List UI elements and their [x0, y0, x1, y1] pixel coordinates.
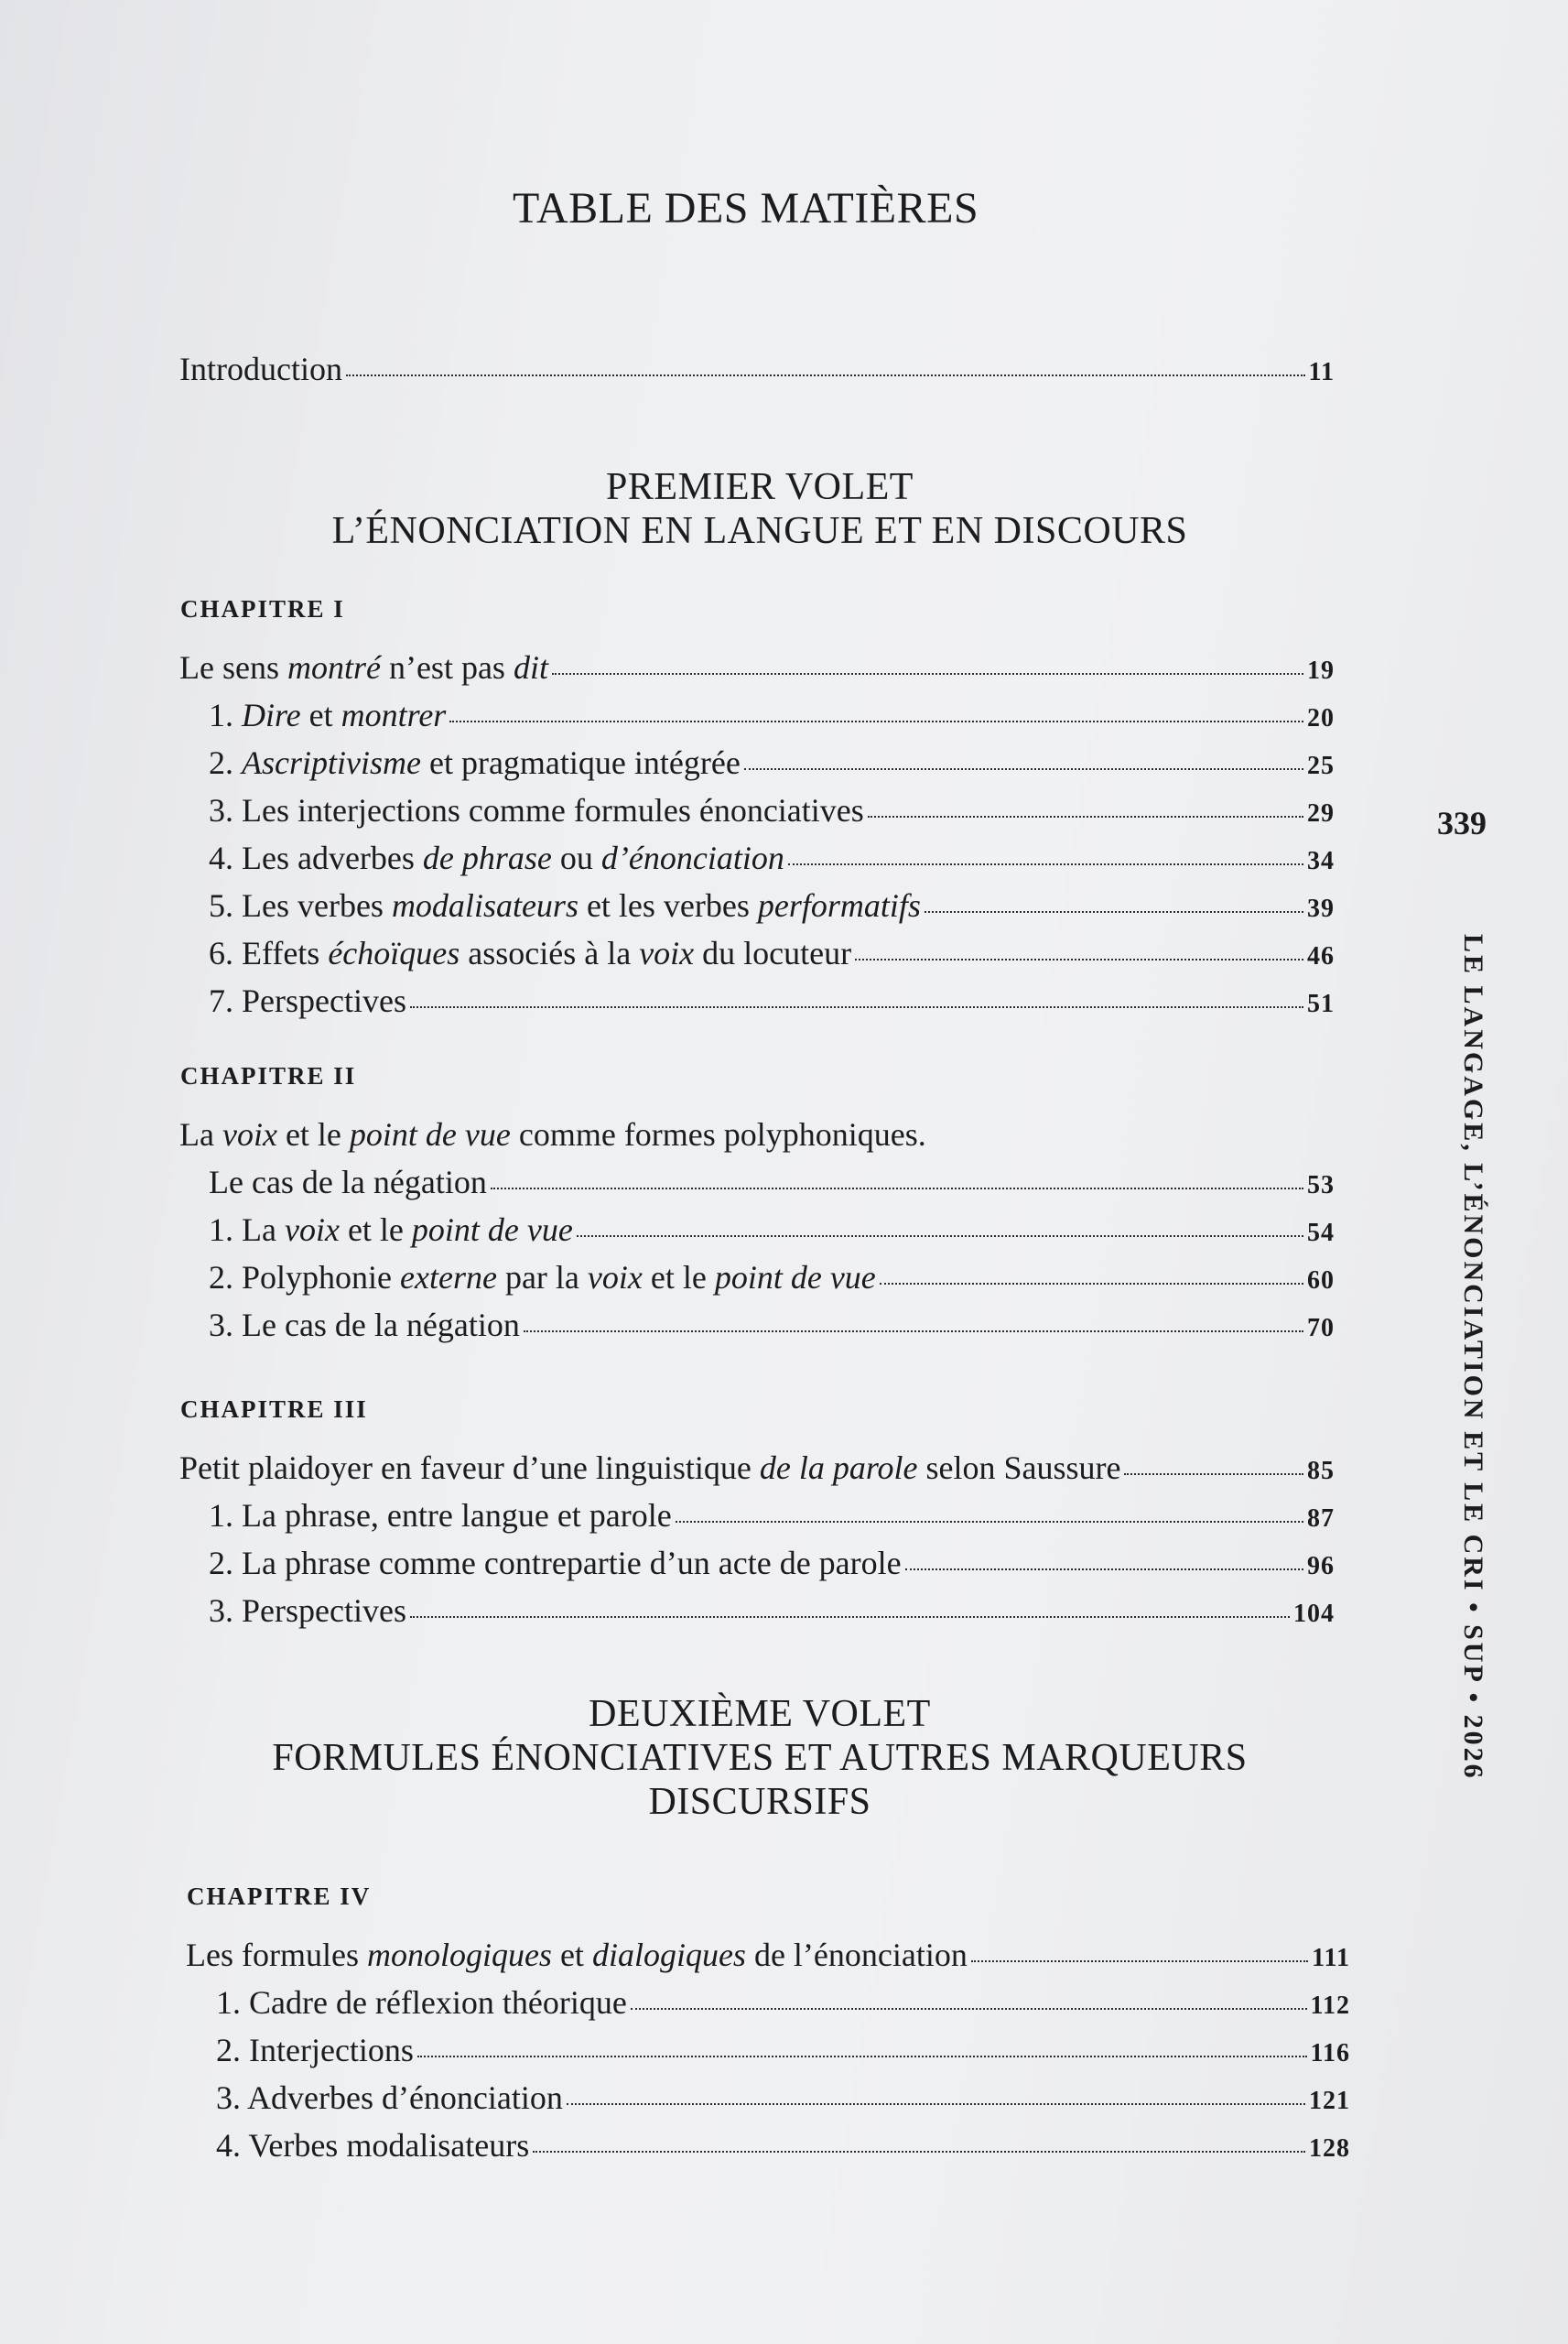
toc-page-number: 112	[1310, 1991, 1350, 2020]
toc-entry-ch1-s1	[209, 696, 1335, 740]
toc-page-number: 51	[1307, 990, 1335, 1018]
toc-label: 2. La phrase comme contrepartie d’un acte de parole	[209, 1545, 902, 1581]
toc-entry-ch4	[186, 1936, 1350, 1980]
volet-heading-1	[183, 465, 1336, 553]
dot-leader	[410, 1615, 1290, 1618]
toc-label: 5. Les verbes modalisateurs et les verbes performatifs	[209, 887, 921, 924]
toc-entry-ch1-s2	[209, 743, 1335, 787]
dot-leader	[533, 2150, 1305, 2153]
dot-leader	[524, 1329, 1303, 1332]
volet-title: DEUXIÈME VOLET	[589, 1693, 931, 1735]
running-head: LE LANGAGE, L’ÉNONCIATION ET LE CRI • SUP • 2026	[1458, 934, 1488, 1781]
dot-leader	[971, 1959, 1308, 1962]
toc-page-number: 39	[1307, 895, 1335, 923]
chapter-heading-4: CHAPITRE IV	[187, 1883, 372, 1910]
toc-page-number: 60	[1307, 1266, 1335, 1295]
toc-label: Petit plaidoyer en faveur d’une linguistique de la parole selon Saussure	[179, 1449, 1121, 1486]
toc-page-number: 11	[1308, 358, 1335, 386]
dot-leader	[676, 1520, 1303, 1523]
dot-leader	[1124, 1472, 1303, 1475]
toc-page-number: 70	[1307, 1314, 1335, 1342]
volet-title: PREMIER VOLET	[606, 466, 914, 508]
toc-label: 1. Cadre de réflexion théorique	[216, 1984, 627, 2021]
volet-subtitle: L’ÉNONCIATION EN LANGUE ET EN DISCOURS	[331, 510, 1188, 552]
volet-subtitle: FORMULES ÉNONCIATIVES ET AUTRES MARQUEURS	[272, 1737, 1248, 1779]
dot-leader	[417, 2055, 1307, 2057]
toc-page-number: 121	[1309, 2087, 1350, 2115]
dot-leader	[631, 2007, 1307, 2010]
toc-entry-ch2-s3	[209, 1306, 1335, 1350]
toc-page-number: 96	[1307, 1552, 1335, 1580]
toc-label: La voix et le point de vue comme formes polyphoniques.	[179, 1116, 926, 1153]
toc-page-number: 87	[1307, 1504, 1335, 1533]
dot-leader	[577, 1234, 1303, 1237]
toc-page-number: 54	[1307, 1219, 1335, 1247]
toc-entry-ch2	[209, 1163, 1335, 1207]
toc-label: 2. Interjections	[216, 2032, 414, 2068]
volet-heading-2	[183, 1692, 1336, 1824]
toc-entry-ch3-s1	[209, 1496, 1335, 1540]
toc-entry-introduction	[179, 350, 1335, 394]
toc-label: 1. La voix et le point de vue	[209, 1211, 573, 1248]
toc-page-number: 46	[1307, 942, 1335, 971]
toc-label: 3. Adverbes d’énonciation	[216, 2079, 563, 2116]
toc-label: 2. Polyphonie externe par la voix et le point de vue	[209, 1259, 876, 1296]
toc-entry-ch4-s1	[216, 1983, 1350, 2027]
volet-subtitle-cont: DISCURSIFS	[648, 1781, 871, 1823]
toc-label: 3. Les interjections comme formules énonciatives	[209, 792, 864, 829]
toc-label: 4. Les adverbes de phrase ou d’énonciation	[209, 840, 784, 876]
toc-entry-ch3-s3	[209, 1591, 1335, 1635]
toc-page-number: 116	[1310, 2039, 1350, 2067]
toc-entry-ch1-s5	[209, 886, 1335, 930]
toc-entry-ch2-s2	[209, 1258, 1335, 1302]
dot-leader	[788, 863, 1303, 865]
toc-label: 7. Perspectives	[209, 982, 406, 1019]
page-number: 339	[1437, 805, 1487, 841]
toc-label: 3. Le cas de la négation	[209, 1307, 520, 1343]
toc-page-number: 128	[1309, 2134, 1350, 2163]
toc-entry-ch4-s3	[216, 2078, 1350, 2122]
toc-page-number: 25	[1307, 752, 1335, 780]
toc-entry-ch1-s4	[209, 839, 1335, 883]
dot-leader	[905, 1568, 1303, 1570]
toc-label: 2. Ascriptivisme et pragmatique intégrée	[209, 744, 741, 781]
toc-entry-ch4-s2	[216, 2031, 1350, 2075]
toc-label: Les formules monologiques et dialogiques de l’énonciation	[186, 1937, 968, 1973]
toc-entry-ch2-title	[179, 1115, 1335, 1159]
dot-leader	[567, 2102, 1305, 2105]
toc-page-number: 104	[1293, 1600, 1335, 1628]
toc-label: 4. Verbes modalisateurs	[216, 2127, 530, 2164]
toc-entry-ch1-s6	[209, 934, 1335, 978]
chapter-heading-3: CHAPITRE III	[180, 1395, 368, 1423]
dot-leader	[410, 1005, 1303, 1008]
toc-page-number: 53	[1307, 1171, 1335, 1199]
toc-label: 6. Effets échoïques associés à la voix du locuteur	[209, 935, 852, 971]
dot-leader	[346, 374, 1305, 376]
dot-leader	[491, 1187, 1303, 1189]
toc-label: Introduction	[179, 351, 342, 387]
toc-page-number: 34	[1307, 847, 1335, 875]
toc-entry-ch1-s7	[209, 982, 1335, 1026]
toc-page-number: 20	[1307, 704, 1335, 732]
toc-page-number: 85	[1307, 1457, 1335, 1485]
dot-leader	[925, 910, 1303, 913]
toc-page-number: 29	[1307, 799, 1335, 828]
toc-page-number: 111	[1312, 1944, 1350, 1972]
toc-label: Le sens montré n’est pas dit	[179, 649, 548, 686]
toc-label: 1. La phrase, entre langue et parole	[209, 1497, 672, 1534]
dot-leader	[744, 767, 1303, 770]
dot-leader	[855, 958, 1303, 960]
chapter-heading-1: CHAPITRE I	[180, 595, 345, 623]
toc-entry-ch1-s3	[209, 791, 1335, 835]
toc-label: 3. Perspectives	[209, 1592, 406, 1629]
toc-entry-ch1	[179, 648, 1335, 692]
dot-leader	[868, 815, 1303, 818]
chapter-heading-2: CHAPITRE II	[180, 1062, 357, 1090]
page-title: TABLE DES MATIÈRES	[513, 184, 979, 233]
toc-entry-ch4-s4	[216, 2126, 1350, 2170]
toc-entry-ch2-s1	[209, 1210, 1335, 1254]
toc-entry-ch3	[179, 1449, 1335, 1492]
toc-page-number: 19	[1307, 657, 1335, 685]
dot-leader	[552, 672, 1303, 675]
toc-entry-ch3-s2	[209, 1544, 1335, 1588]
toc-label: Le cas de la négation	[209, 1164, 487, 1200]
dot-leader	[449, 720, 1303, 722]
dot-leader	[880, 1282, 1303, 1285]
toc-label: 1. Dire et montrer	[209, 697, 447, 733]
